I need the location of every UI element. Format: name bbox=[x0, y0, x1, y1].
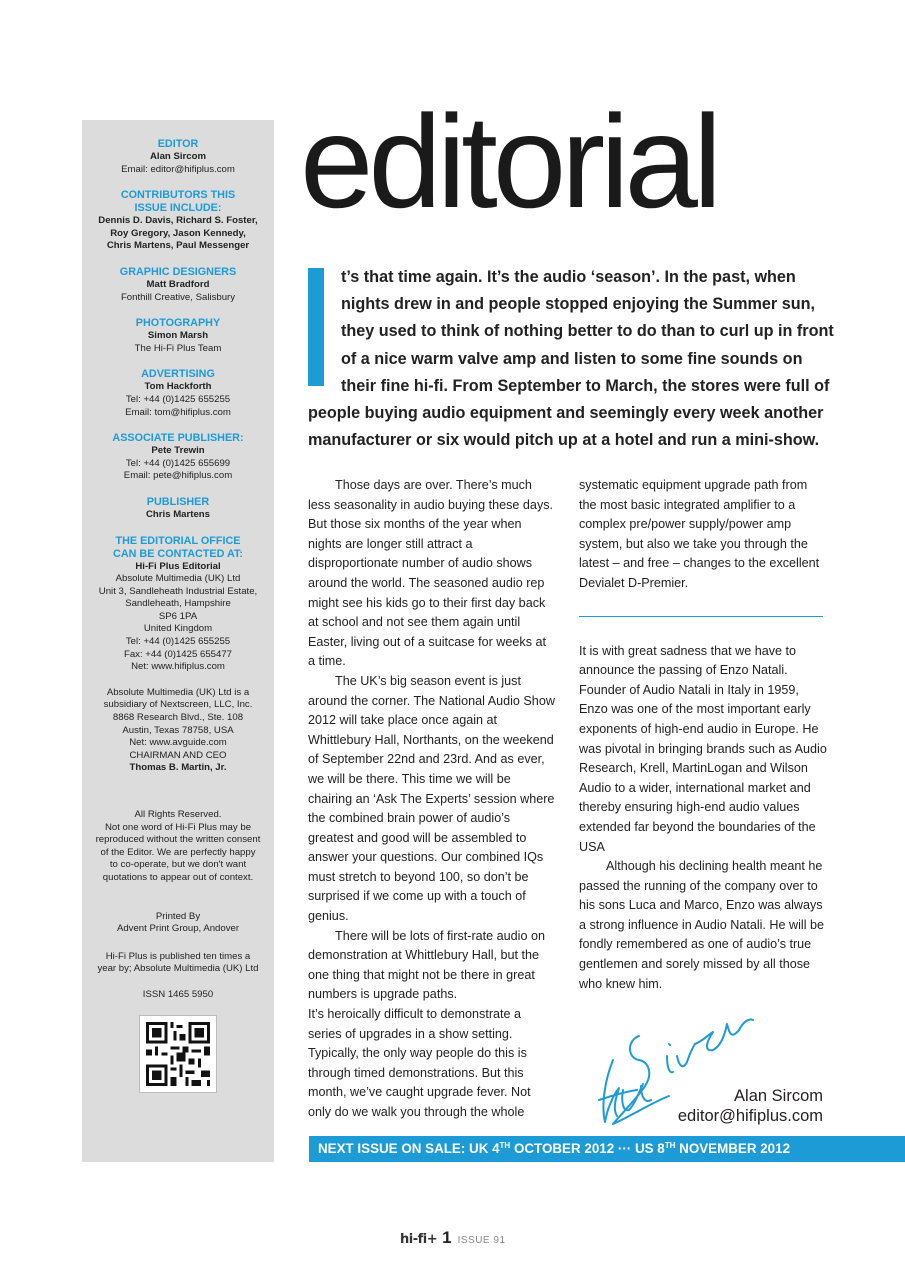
body-paragraph: systematic equipment upgrade path from the most basic integrated amplifier to a complex pre/power supply/power amp system, but also we take you through the latest – and free – changes to the excellent Devialet D-Premier. bbox=[579, 478, 820, 590]
contributors-line: Roy Gregory, Jason Kennedy, bbox=[110, 227, 246, 239]
office-line: Unit 3, Sandleheath Industrial Estate, bbox=[98, 585, 258, 597]
editor-email: Email: editor@hifiplus.com bbox=[121, 163, 235, 175]
contributors-credit bbox=[82, 189, 274, 253]
publisher-credit bbox=[82, 496, 274, 522]
issn: ISSN 1465 5950 bbox=[142, 988, 214, 1000]
contributors-line: Chris Martens, Paul Messenger bbox=[106, 240, 250, 252]
associate-email: Email: pete@hifiplus.com bbox=[123, 470, 233, 482]
banner-text: NEXT ISSUE ON SALE: UK 4 bbox=[318, 1141, 500, 1156]
legal-line: All Rights Reserved. bbox=[134, 809, 222, 820]
legal-line: Not one word of Hi-Fi Plus may be bbox=[104, 821, 252, 833]
advertising-credit bbox=[82, 368, 274, 419]
intro-line: manufacturer or six would pitch up at a hotel and run a mini-show. bbox=[308, 431, 820, 450]
printer-info bbox=[82, 911, 274, 936]
intro-standfirst bbox=[308, 264, 834, 454]
body-column-right bbox=[579, 476, 827, 994]
company-line: Austin, Texas 78758, USA bbox=[122, 724, 234, 736]
office-heading: THE EDITORIAL OFFICE CAN BE CONTACTED AT: bbox=[113, 534, 243, 560]
body-paragraph: Those days are over. There’s much less seasonality in audio buying these days. But those six months of the year when nights are longer still attract a disproportionate number of audio shows around the world. The seasoned audio rep might see his kids go to their first day back at school and not see them again until Easter, living out of a suitcase for weeks at a time. bbox=[308, 478, 554, 669]
office-line: Hi-Fi Plus Editorial bbox=[135, 560, 221, 572]
company-line: Net: www.avguide.com bbox=[129, 737, 227, 749]
signoff-name: Alan Sircom bbox=[734, 1087, 823, 1105]
publisher-name: Chris Martens bbox=[146, 508, 210, 520]
office-line: Tel: +44 (0)1425 655255 bbox=[125, 636, 231, 648]
photography-team: The Hi-Fi Plus Team bbox=[134, 342, 222, 354]
legal-line: to co-operate, but we don't want bbox=[109, 859, 247, 871]
office-line: United Kingdom bbox=[143, 623, 213, 635]
page-title: editorial bbox=[300, 88, 718, 235]
office-line: Absolute Multimedia (UK) Ltd bbox=[115, 573, 241, 585]
banner-superscript: TH bbox=[499, 1141, 511, 1150]
associate-heading: ASSOCIATE PUBLISHER: bbox=[112, 432, 244, 445]
body-column-left bbox=[308, 476, 556, 1123]
graphic-name: Matt Bradford bbox=[146, 278, 210, 290]
editor-credit bbox=[82, 138, 274, 176]
page-number: 1 bbox=[442, 1228, 452, 1247]
body-paragraph: There will be lots of first-rate audio on demonstration at Whittlebury Hall, but the one thing that might not be there in great numbers is upgrade paths. bbox=[308, 928, 545, 1002]
graphic-credit bbox=[82, 266, 274, 304]
body-paragraph: The UK’s big season event is just around the corner. The National Audio Show 2012 will take place once again at Whittlebury Hall, Northants, on the weekend of September 22nd and 23rd. And as ever, we will be there. This time we will be chairing an ‘Ask The Experts’ session where the combined brain power of audio’s greatest and good will be assembled to answer your questions. Our combined IQs must stretch to beyond 100, so don’t be surprised if we come up with a touch of genius. bbox=[308, 673, 555, 924]
office-line: Net: www.hifiplus.com bbox=[131, 661, 225, 673]
associate-credit bbox=[82, 432, 274, 483]
qr-code-icon bbox=[139, 1015, 217, 1093]
published-line: Hi-Fi Plus is published ten times a bbox=[105, 950, 251, 962]
photography-heading: PHOTOGRAPHY bbox=[135, 317, 221, 330]
section-divider bbox=[579, 616, 823, 617]
advertising-email: Email: tom@hifiplus.com bbox=[125, 406, 231, 418]
company-line: 8868 Research Blvd., Ste. 108 bbox=[112, 712, 244, 724]
publisher-heading: PUBLISHER bbox=[146, 495, 210, 508]
body-paragraph: Although his declining health meant he passed the running of the company over to his sons Luca and Marco, Enzo was always a strong influence in Audio Natali. He will be fondly remembered as one of audio’s true gentlemen and sorely missed by all those who knew him. bbox=[579, 859, 825, 991]
chair-title: CHAIRMAN AND CEO bbox=[129, 749, 227, 761]
printed-line: Advent Print Group, Andover bbox=[116, 923, 240, 935]
banner-text: OCTOBER 2012 ··· US 8 bbox=[510, 1141, 665, 1156]
publication-info bbox=[82, 951, 274, 976]
associate-tel: Tel: +44 (0)1425 655699 bbox=[125, 457, 231, 469]
masthead-sidebar bbox=[82, 120, 274, 1162]
photography-name: Simon Marsh bbox=[147, 330, 209, 342]
body-paragraph: It is with great sadness that we have to announce the passing of Enzo Natali. Founder of Audio Natali in Italy in 1959, Enzo was one of the most important early exponents of high-end audio in Europe. He was pivotal in bringing brands such as Audio Research, Krell, MartinLogan and Wilson Audio to a wider, international market and thereby ensuring high-end audio values extended far beyond the boundaries of the USA bbox=[579, 643, 827, 854]
advertising-name: Tom Hackforth bbox=[144, 381, 212, 393]
associate-name: Pete Trewin bbox=[151, 445, 205, 457]
printed-line: Printed By bbox=[155, 910, 201, 922]
office-line: SP6 1PA bbox=[158, 610, 198, 622]
intro-line: people buying audio equipment and seemingly every week another bbox=[308, 404, 824, 423]
contributors-line: Dennis D. Davis, Richard S. Foster, bbox=[98, 215, 258, 227]
legal-line: reproduced without the written consent bbox=[95, 834, 261, 846]
body-paragraph: It’s heroically difficult to demonstrate a series of upgrades in a show setting. Typically, the only way people do this is through timed demonstrations. But this month, we’ve caught upgrade fever. Not only do we walk you through the whole bbox=[308, 1007, 531, 1119]
editor-signoff bbox=[678, 1086, 823, 1126]
office-line: Fax: +44 (0)1425 655477 bbox=[123, 648, 232, 660]
company-line: Absolute Multimedia (UK) Ltd is a bbox=[106, 686, 250, 698]
legal-line: of the Editor. We are perfectly happy bbox=[100, 846, 256, 858]
office-contact bbox=[82, 535, 274, 674]
graphic-company: Fonthill Creative, Salisbury bbox=[120, 291, 236, 303]
issue-number: ISSUE 91 bbox=[457, 1235, 506, 1246]
intro-line: nights drew in and people stopped enjoying the Summer sun, bbox=[341, 295, 815, 314]
company-info bbox=[82, 687, 274, 775]
office-line: Sandleheath, Hampshire bbox=[125, 598, 231, 610]
editor-heading: EDITOR bbox=[157, 138, 199, 150]
page-footer bbox=[400, 1228, 506, 1246]
advertising-heading: ADVERTISING bbox=[141, 368, 215, 381]
editor-name: Alan Sircom bbox=[150, 151, 206, 162]
photography-credit bbox=[82, 317, 274, 355]
hifiplus-logo: hi-fi+ bbox=[400, 1232, 438, 1247]
chair-name: Thomas B. Martin, Jr. bbox=[129, 762, 227, 774]
intro-line: t’s that time again. It’s the audio ‘season’. In the past, when bbox=[341, 268, 796, 286]
intro-line: they used to think of nothing better to do than to curl up in front bbox=[341, 322, 834, 341]
next-issue-banner bbox=[309, 1136, 905, 1162]
banner-text: NOVEMBER 2012 bbox=[675, 1141, 791, 1156]
contributors-heading: CONTRIBUTORS THIS ISSUE INCLUDE: bbox=[120, 189, 236, 215]
advertising-tel: Tel: +44 (0)1425 655255 bbox=[125, 393, 231, 405]
graphic-heading: GRAPHIC DESIGNERS bbox=[119, 265, 237, 278]
intro-line: of a nice warm valve amp and listen to some fine sounds on bbox=[341, 349, 803, 368]
rights-notice bbox=[82, 809, 274, 885]
published-line: year by; Absolute Multimedia (UK) Ltd bbox=[97, 963, 259, 975]
signoff-email[interactable]: editor@hifiplus.com bbox=[677, 1107, 823, 1125]
company-line: subsidiary of Nextscreen, LLC, Inc. bbox=[103, 699, 253, 711]
intro-line: their fine hi-fi. From September to March, the stores were full of bbox=[341, 376, 830, 395]
banner-superscript: TH bbox=[664, 1141, 676, 1150]
legal-line: quotations to appear out of context. bbox=[102, 871, 254, 883]
